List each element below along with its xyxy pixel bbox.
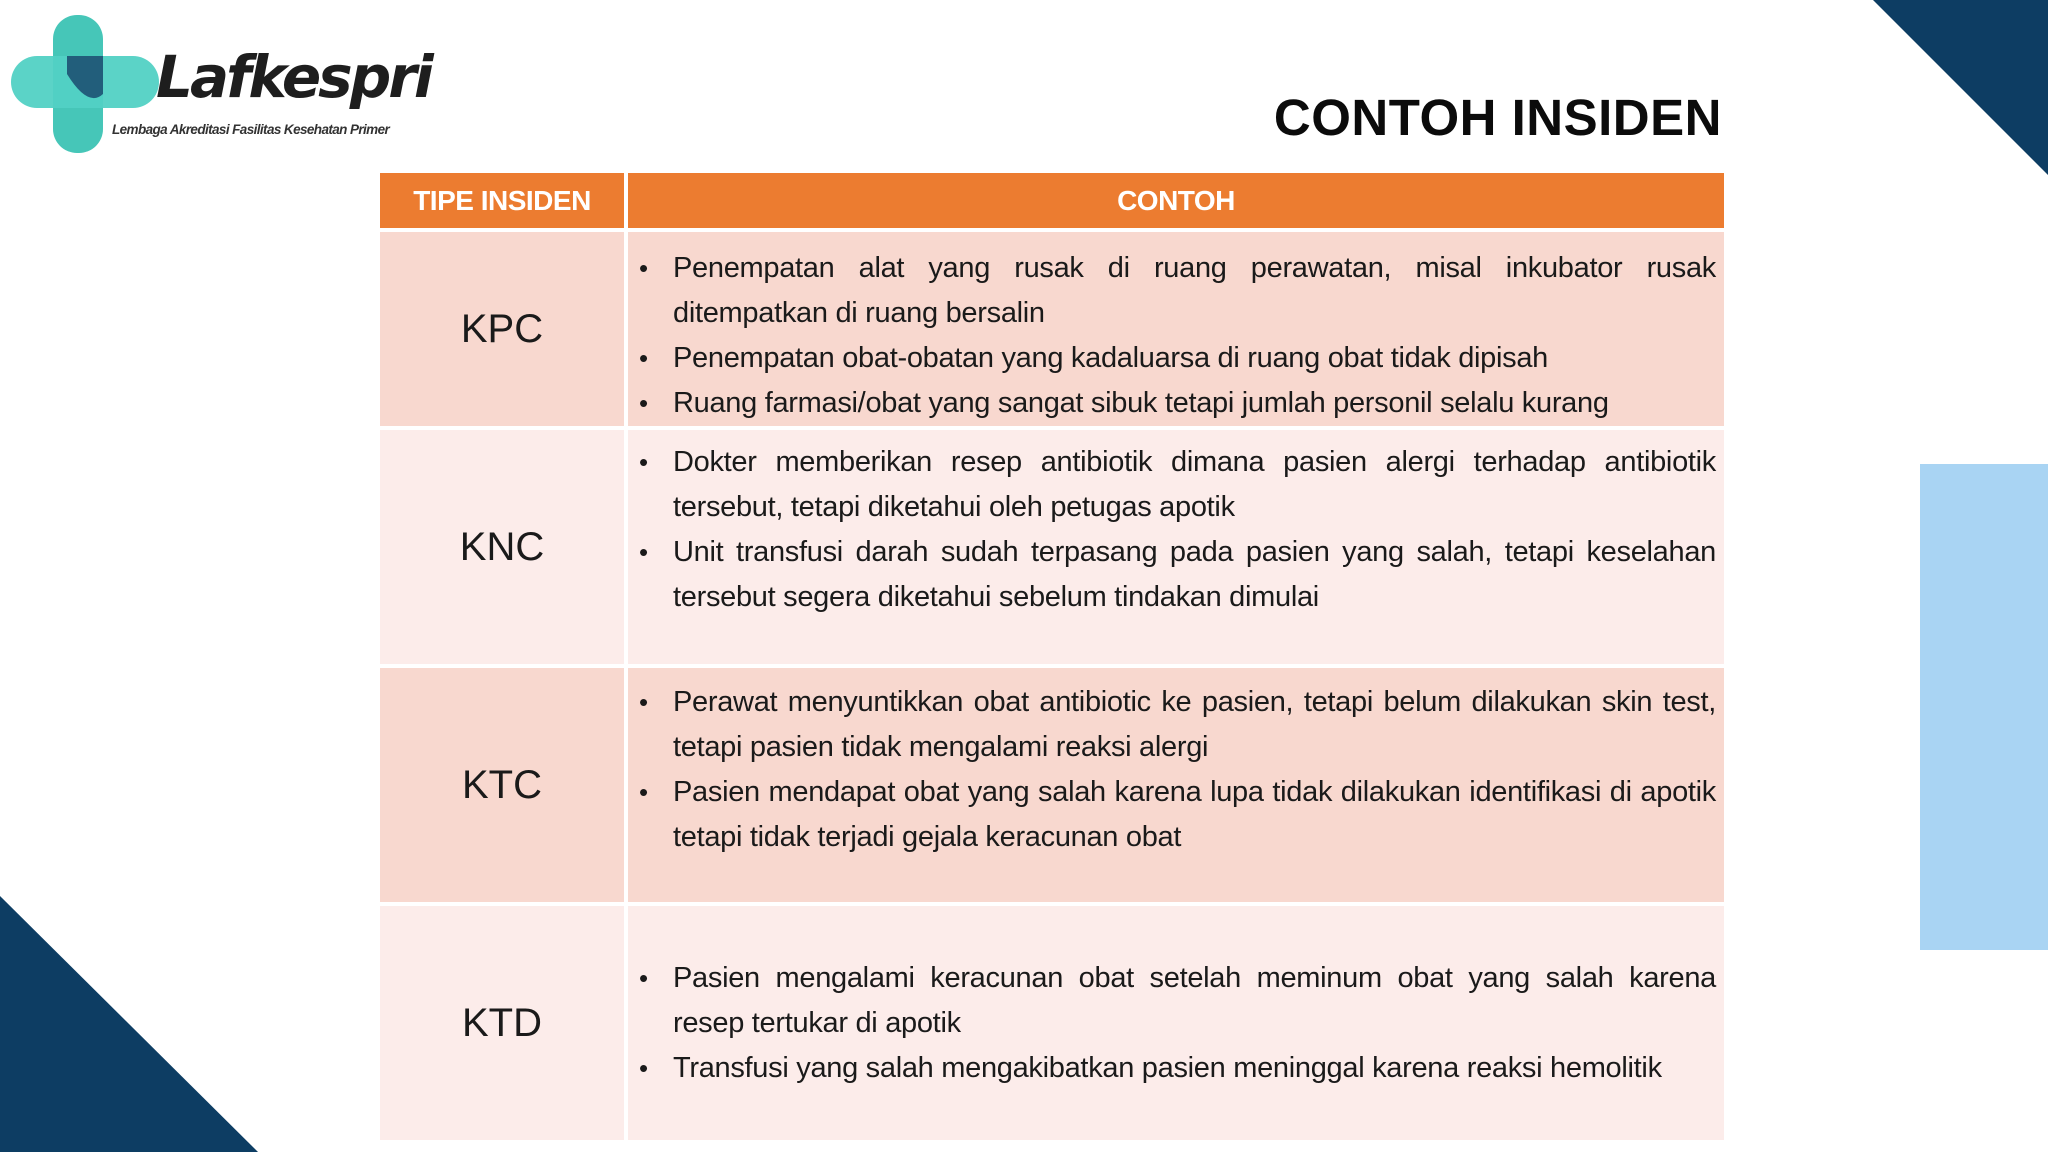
bullet-icon: • (639, 537, 648, 567)
bullet-icon: • (639, 1052, 648, 1083)
list-item (636, 336, 1716, 381)
example-text: Pasien mengalami keracunan obat setelah meminum obat yang salah karena resep tertukar di apotik (673, 961, 1716, 1039)
examples-list (636, 680, 1716, 860)
example-text: Unit transfusi darah sudah terpasang pada pasien yang salah, tetapi keselahan tersebut segera diketahui sebelum tindakan dimulai (673, 536, 1716, 613)
table-header-row (380, 173, 1724, 228)
list-item (636, 680, 1716, 770)
example-text: Perawat menyuntikkan obat antibiotic ke pasien, tetapi belum dilakukan skin test, tetapi pasien tidak mengalami reaksi alergi (673, 686, 1716, 763)
example-text: Dokter memberikan resep antibiotik dimana pasien alergi terhadap antibiotik tersebut, tetapi diketahui oleh petugas apotik (673, 446, 1716, 523)
examples-cell (628, 906, 1724, 1140)
bullet-icon: • (639, 343, 648, 373)
table-row (380, 430, 1724, 664)
bullet-icon: • (639, 687, 648, 717)
example-text: Penempatan alat yang rusak di ruang perawatan, misal inkubator rusak ditempatkan di ruang bersalin (673, 252, 1716, 329)
examples-cell (628, 430, 1724, 664)
table-row (380, 668, 1724, 902)
incident-type: KNC (380, 430, 624, 664)
list-item (636, 381, 1716, 426)
bullet-icon: • (639, 253, 648, 283)
example-text: Penempatan obat-obatan yang kadaluarsa di ruang obat tidak dipisah (673, 342, 1549, 374)
list-item (636, 246, 1716, 336)
logo-name: Lafkespri (156, 43, 431, 111)
header-type: TIPE INSIDEN (380, 173, 624, 228)
examples-cell (628, 232, 1724, 426)
bullet-icon: • (639, 777, 648, 807)
corner-decoration-top-right (1873, 0, 2048, 175)
header-example: CONTOH (628, 173, 1724, 228)
examples-list (636, 956, 1716, 1091)
example-text: Pasien mendapat obat yang salah karena lupa tidak dilakukan identifikasi di apotik tetapi tidak terjadi gejala keracunan obat (673, 776, 1716, 853)
example-text: Ruang farmasi/obat yang sangat sibuk tetapi jumlah personil selalu kurang (673, 387, 1609, 419)
list-item (636, 1046, 1716, 1091)
bullet-icon: • (639, 962, 648, 993)
corner-decoration-bottom-left (0, 896, 258, 1152)
examples-list (636, 246, 1716, 426)
example-text: Transfusi yang salah mengakibatkan pasien meninggal karena reaksi hemolitik (673, 1051, 1662, 1084)
bullet-icon: • (639, 447, 648, 477)
table-row (380, 232, 1724, 426)
incident-table (376, 169, 1728, 1144)
logo (10, 14, 431, 154)
examples-cell (628, 668, 1724, 902)
incident-type: KTD (380, 906, 624, 1140)
side-accent-bar (1920, 464, 2048, 950)
list-item (636, 770, 1716, 860)
list-item (636, 956, 1716, 1046)
table-row (380, 906, 1724, 1140)
incident-type: KTC (380, 668, 624, 902)
list-item (636, 440, 1716, 530)
bullet-icon: • (639, 388, 648, 418)
logo-tagline: Lembaga Akreditasi Fasilitas Kesehatan Primer (112, 122, 390, 137)
examples-list (636, 440, 1716, 620)
page-title: CONTOH INSIDEN (1273, 89, 1722, 146)
list-item (636, 530, 1716, 620)
incident-type: KPC (380, 232, 624, 426)
